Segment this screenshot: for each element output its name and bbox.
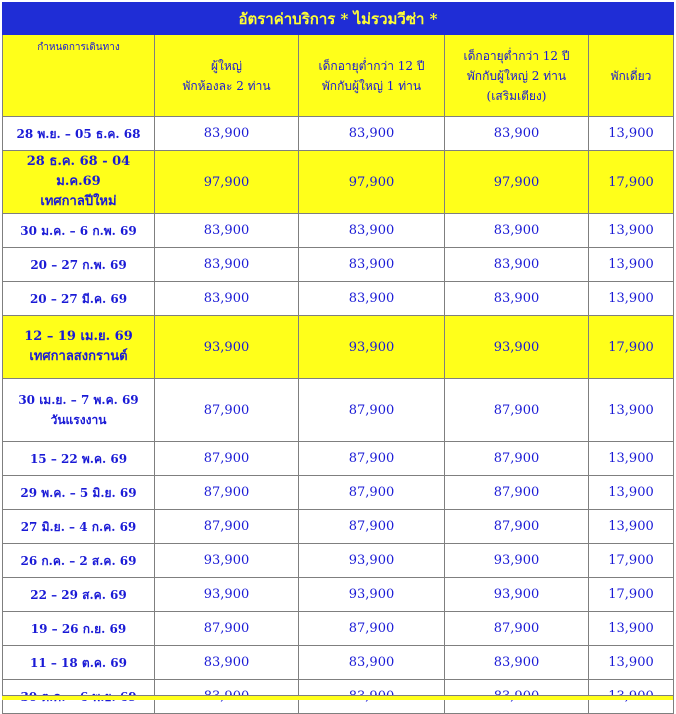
price-child-two-adults: 87,900 <box>445 510 589 544</box>
price-rows <box>3 117 674 714</box>
price-child-one-adult: 93,900 <box>299 578 445 612</box>
price-adult: 83,900 <box>155 646 299 680</box>
price-child-one-adult: 97,900 <box>299 151 445 214</box>
price-child-one-adult: 87,900 <box>299 442 445 476</box>
table-title: อัตราค่าบริการ * ไม่รวมวีซ่า * <box>3 3 674 35</box>
travel-dates: 22 – 29 ส.ค. 69 <box>3 578 155 612</box>
table-row <box>3 151 674 214</box>
price-table <box>2 2 674 714</box>
header-row <box>3 35 674 117</box>
header-child-one-adult: เด็กอายุต่ำกว่า 12 ปี พักกับผู้ใหญ่ 1 ท่าน <box>299 35 445 117</box>
price-single: 17,900 <box>589 578 674 612</box>
price-child-two-adults: 87,900 <box>445 442 589 476</box>
price-child-one-adult: 87,900 <box>299 510 445 544</box>
table-row <box>3 442 674 476</box>
price-single: 13,900 <box>589 476 674 510</box>
travel-dates: 29 พ.ค. – 5 มิ.ย. 69 <box>3 476 155 510</box>
price-child-one-adult: 83,900 <box>299 117 445 151</box>
price-child-one-adult: 83,900 <box>299 282 445 316</box>
table-row <box>3 578 674 612</box>
price-child-two-adults: 87,900 <box>445 476 589 510</box>
price-adult: 93,900 <box>155 544 299 578</box>
price-adult: 93,900 <box>155 316 299 379</box>
table-row <box>3 248 674 282</box>
price-single: 13,900 <box>589 117 674 151</box>
price-single: 13,900 <box>589 214 674 248</box>
price-adult: 83,900 <box>155 117 299 151</box>
table-row <box>3 117 674 151</box>
price-single: 17,900 <box>589 544 674 578</box>
price-adult: 87,900 <box>155 379 299 442</box>
travel-dates: 12 – 19 เม.ย. 69 เทศกาลสงกรานต์ <box>3 316 155 379</box>
price-child-two-adults: 83,900 <box>445 282 589 316</box>
price-child-two-adults: 87,900 <box>445 612 589 646</box>
travel-dates: 30 เม.ย. – 7 พ.ค. 69 วันแรงงาน <box>3 379 155 442</box>
price-child-two-adults: 83,900 <box>445 117 589 151</box>
travel-dates: 27 มิ.ย. – 4 ก.ค. 69 <box>3 510 155 544</box>
travel-dates: 15 – 22 พ.ค. 69 <box>3 442 155 476</box>
price-adult: 83,900 <box>155 214 299 248</box>
price-child-two-adults: 93,900 <box>445 578 589 612</box>
price-adult: 83,900 <box>155 248 299 282</box>
header-dates: กำหนดการเดินทาง <box>3 35 155 117</box>
price-single: 13,900 <box>589 248 674 282</box>
price-adult: 87,900 <box>155 510 299 544</box>
header-child-two-adults: เด็กอายุต่ำกว่า 12 ปี พักกับผู้ใหญ่ 2 ท่าน (เสริมเตียง) <box>445 35 589 117</box>
price-single: 13,900 <box>589 442 674 476</box>
price-child-two-adults: 97,900 <box>445 151 589 214</box>
price-child-one-adult: 87,900 <box>299 379 445 442</box>
header-single: พักเดี่ยว <box>589 35 674 117</box>
table-row <box>3 282 674 316</box>
travel-dates: 20 – 27 มี.ค. 69 <box>3 282 155 316</box>
price-single: 17,900 <box>589 316 674 379</box>
table-row <box>3 646 674 680</box>
travel-dates: 28 พ.ย. – 05 ธ.ค. 68 <box>3 117 155 151</box>
price-child-two-adults: 83,900 <box>445 248 589 282</box>
price-adult: 87,900 <box>155 612 299 646</box>
price-adult: 93,900 <box>155 578 299 612</box>
price-child-one-adult: 83,900 <box>299 214 445 248</box>
table-row <box>3 379 674 442</box>
price-single: 13,900 <box>589 510 674 544</box>
travel-dates: 20 – 27 ก.พ. 69 <box>3 248 155 282</box>
price-adult: 97,900 <box>155 151 299 214</box>
price-single: 13,900 <box>589 612 674 646</box>
price-child-two-adults: 83,900 <box>445 646 589 680</box>
price-child-two-adults: 83,900 <box>445 214 589 248</box>
table-row <box>3 476 674 510</box>
travel-dates: 19 – 26 ก.ย. 69 <box>3 612 155 646</box>
table-row <box>3 510 674 544</box>
table-row <box>3 612 674 646</box>
price-single: 13,900 <box>589 379 674 442</box>
price-single: 13,900 <box>589 646 674 680</box>
travel-dates: 30 ม.ค. – 6 ก.พ. 69 <box>3 214 155 248</box>
price-child-two-adults: 93,900 <box>445 316 589 379</box>
travel-dates: 11 – 18 ต.ค. 69 <box>3 646 155 680</box>
price-adult: 87,900 <box>155 442 299 476</box>
table-row <box>3 214 674 248</box>
price-child-one-adult: 83,900 <box>299 646 445 680</box>
price-single: 13,900 <box>589 282 674 316</box>
price-child-one-adult: 83,900 <box>299 248 445 282</box>
price-adult: 83,900 <box>155 282 299 316</box>
price-child-one-adult: 93,900 <box>299 316 445 379</box>
price-child-one-adult: 87,900 <box>299 476 445 510</box>
price-child-one-adult: 93,900 <box>299 544 445 578</box>
price-child-two-adults: 87,900 <box>445 379 589 442</box>
price-adult: 87,900 <box>155 476 299 510</box>
table-bottom-edge <box>2 695 673 700</box>
header-adult: ผู้ใหญ่ พักห้องละ 2 ท่าน <box>155 35 299 117</box>
price-single: 17,900 <box>589 151 674 214</box>
travel-dates: 28 ธ.ค. 68 - 04 ม.ค.69 เทศกาลปีใหม่ <box>3 151 155 214</box>
title-row <box>3 3 674 35</box>
travel-dates: 26 ก.ค. – 2 ส.ค. 69 <box>3 544 155 578</box>
price-child-one-adult: 87,900 <box>299 612 445 646</box>
table-row <box>3 544 674 578</box>
table-row <box>3 316 674 379</box>
price-child-two-adults: 93,900 <box>445 544 589 578</box>
